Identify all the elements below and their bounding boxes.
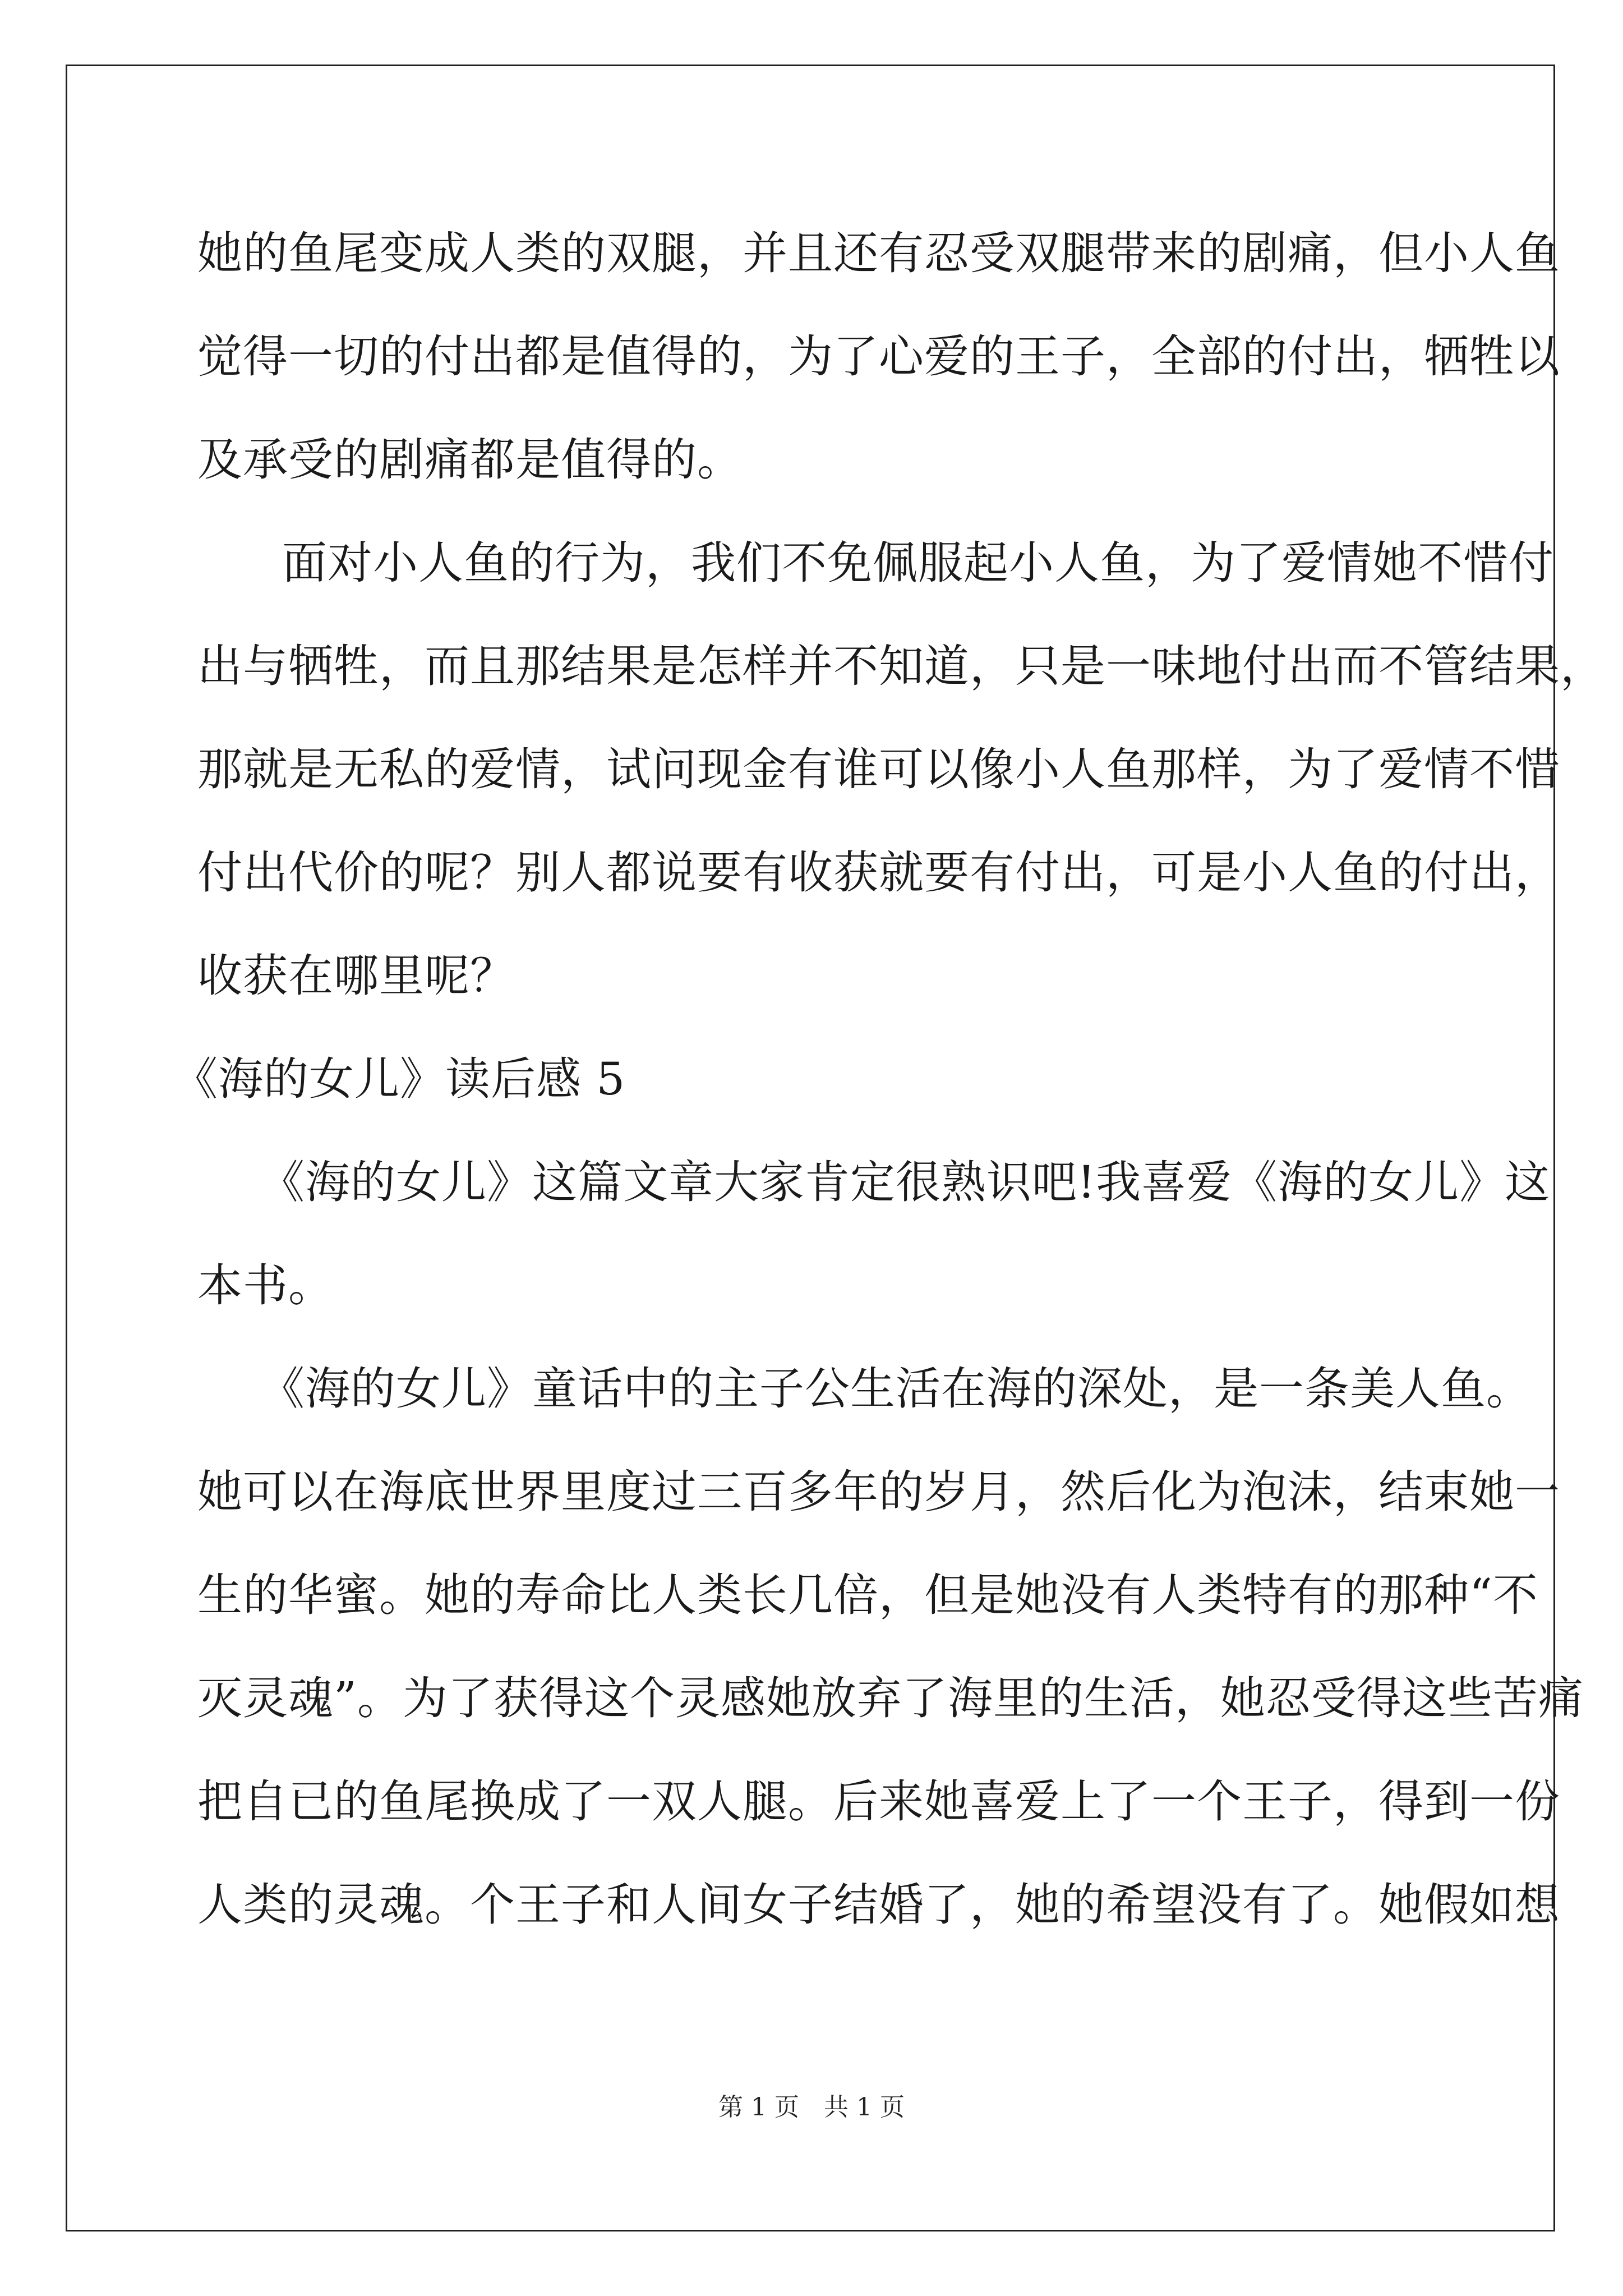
text-line: 她的鱼尾变成人类的双腿，并且还有忍受双腿带来的剧痛，但小人鱼 xyxy=(197,227,1560,279)
section-heading: 《海的女儿》读后感 5 xyxy=(173,1053,626,1105)
text-line: 那就是无私的爱情，试问现金有谁可以像小人鱼那样，为了爱情不惜 xyxy=(197,743,1560,795)
text-line: 她可以在海底世界里度过三百多年的岁月，然后化为泡沫，结束她一 xyxy=(197,1466,1560,1518)
text-line: 收获在哪里呢？ xyxy=(197,950,515,1002)
text-line: 灭灵魂”。为了获得这个灵感她放弃了海里的生活，她忍受得这些苦痛 xyxy=(197,1672,1584,1724)
text-line: 觉得一切的付出都是值得的，为了心爱的王子，全部的付出，牺牲以 xyxy=(197,330,1560,383)
text-line: 人类的灵魂。个王子和人间女子结婚了，她的希望没有了。她假如想 xyxy=(197,1879,1560,1931)
page-footer: 第 1 页 共 1 页 xyxy=(718,2093,905,2122)
document-body xyxy=(173,202,1606,1957)
text-line: 及承受的剧痛都是值得的。 xyxy=(197,434,743,486)
text-line: 《海的女儿》这篇文章大家肯定很熟识吧!我喜爱《海的女儿》这 xyxy=(237,1156,1551,1208)
text-line: 《海的女儿》童话中的主子公生活在海的深处，是一条美人鱼。 xyxy=(237,1363,1532,1415)
text-line: 付出代价的呢？别人都说要有收获就要有付出，可是小人鱼的付出， xyxy=(197,846,1560,899)
text-line: 本书。 xyxy=(197,1259,334,1312)
text-line: 生的华蜜。她的寿命比人类长几倍，但是她没有人类特有的那种“不 xyxy=(197,1569,1538,1621)
text-line: 把自已的鱼尾换成了一双人腿。后来她喜爱上了一个王子，得到一份 xyxy=(197,1775,1560,1828)
text-line: 出与牺牲，而且那结果是怎样并不知道，只是一味地付出而不管结果， xyxy=(197,640,1606,692)
text-line: 面对小人鱼的行为，我们不免佩服起小人鱼，为了爱情她不惜付 xyxy=(237,537,1554,589)
